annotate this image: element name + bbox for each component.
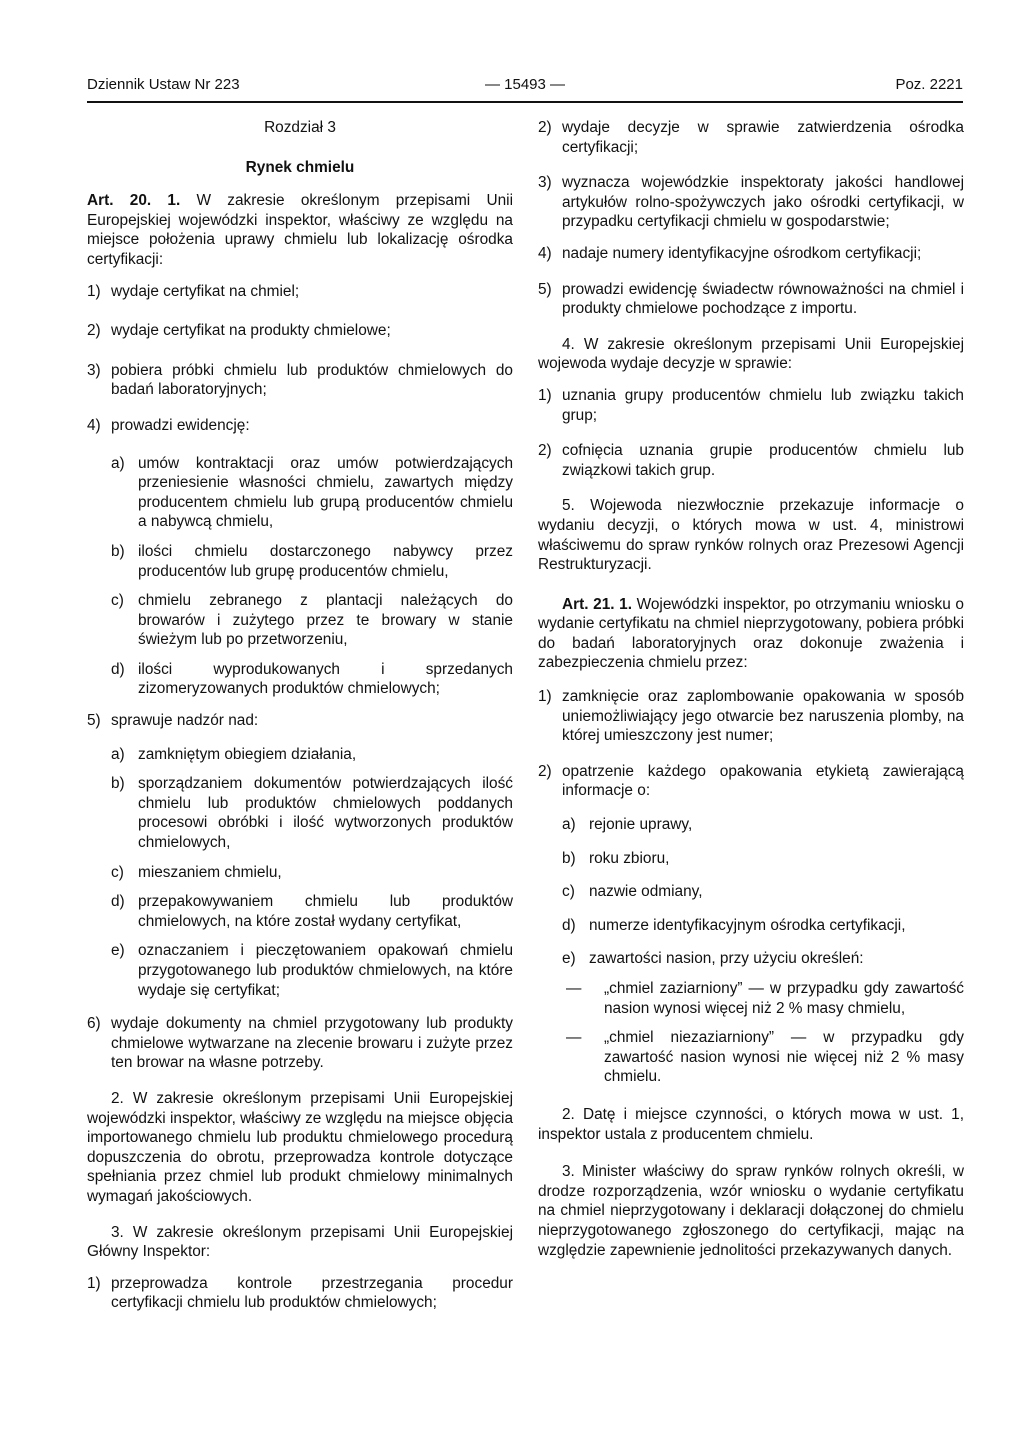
dash-item: — „chmiel niezaziarniony” — w przypadku gdy zawartość nasion wynosi nie więcej niż 2 % masy chmielu.: [566, 1029, 964, 1086]
article-20-para-4: 4. W zakresie określonym przepisami Unii Europejskiej wojewoda wydaje decyzje w sprawie:: [538, 335, 964, 373]
list-item: 4) prowadzi ewidencję:: [87, 416, 250, 434]
sub-list-item: a) rejonie uprawy,: [562, 816, 693, 834]
list-item: 2) opatrzenie każdego opakowania etykietą zawierającą informacje o:: [538, 762, 964, 800]
header-rule: [87, 101, 963, 103]
article-20-para-2: 2. W zakresie określonym przepisami Unii Europejskiej wojewódzki inspektor, właściwy ze względu na miejsce objęcia importowanego chmielu lub produktu chmielowego procedurą dopuszczenia do obrotu, przeprowadza kontrole dotyczące spełniania przez chmiel lub produkt chmielowy minimalnych wymagań jakościowych.: [87, 1089, 513, 1205]
article-20-para-1: [87, 191, 513, 269]
sub-list-item: e) zawartości nasion, przy użyciu określeń:: [562, 950, 864, 968]
list-item: 2) cofnięcia uznania grupie producentów chmielu lub związkowi takich grup.: [538, 442, 964, 479]
position-number: Poz. 2221: [895, 76, 963, 93]
article-21-para-1: [538, 595, 964, 673]
article-20-label: Art. 20. 1.: [87, 192, 181, 210]
list-item: 3) pobiera próbki chmielu lub produktów chmielowych do badań laboratoryjnych;: [87, 361, 513, 399]
page-number: — 15493 —: [484, 76, 566, 93]
sub-list-item: c) mieszaniem chmielu,: [111, 863, 282, 881]
article-21-text: Wojewódzki inspektor, po otrzymaniu wniosku o wydanie certyfikatu na chmiel nieprzygotowany, pobiera próbki do badań laboratoryjnych oraz dokonuje zważenia i zabezpieczenia chmielu przez:: [538, 595, 964, 672]
article-20-para-3: 3. W zakresie określonym przepisami Unii Europejskiej Główny Inspektor:: [87, 1223, 513, 1261]
sub-list-item: d) przepakowywaniem chmielu lub produktów chmielowych, na które został wydany certyfikat,: [111, 893, 513, 930]
sub-list-item: e) oznaczaniem i pieczętowaniem opakowań chmielu przygotowanego lub produktów chmielowych, na które wydaje się certyfikat;: [111, 942, 513, 999]
list-item: 1) wydaje certyfikat na chmiel;: [87, 282, 300, 300]
sub-list-item: b) ilości chmielu dostarczonego nabywcy przez producentów lub grupę producentów chmielu,: [111, 542, 513, 580]
sub-list-item: b) sporządzaniem dokumentów potwierdzających ilość chmielu lub produktów chmielowych poddanych procesowi obróbki i ilość wytworzonych produktów chmielowych,: [111, 775, 513, 852]
dash-item: — „chmiel zaziarniony” — w przypadku gdy zawartość nasion wynosi więcej niż 2 % masy chmielu,: [566, 980, 964, 1017]
journal-title: Dziennik Ustaw Nr 223: [87, 76, 240, 93]
page-header: [87, 76, 963, 100]
list-item: 5) prowadzi ewidencję świadectw równoważności na chmiel i produkty chmielowe pochodzące z importu.: [538, 280, 964, 318]
left-column: [87, 118, 513, 1313]
sub-list-item: a) zamkniętym obiegiem działania,: [111, 745, 357, 763]
list-item: 1) zamknięcie oraz zaplombowanie opakowania w sposób uniemożliwiający jego otwarcie bez naruszenia plomby, na której umieszczony jest numer;: [538, 688, 964, 745]
article-21-para-2: 2. Datę i miejsce czynności, o których mowa w ust. 1, inspektor ustala z producentem chmielu.: [538, 1105, 964, 1143]
list-item: 3) wyznacza wojewódzkie inspektoraty jakości handlowej artykułów rolno-spożywczych jako ośrodki certyfikacji, w przypadku certyfikacji chmielu w gospodarstwie;: [538, 174, 964, 231]
list-item: 4) nadaje numery identyfikacyjne ośrodkom certyfikacji;: [538, 244, 922, 262]
list-item: 1) uznania grupy producentów chmielu lub związku takich grup;: [538, 386, 964, 424]
sub-list-item: a) umów kontraktacji oraz umów potwierdzających przeniesienie własności chmielu, zawartych między producentem chmielu lub grupą producentów chmielu a nabywcą chmielu,: [111, 454, 513, 531]
list-item: 1) przeprowadza kontrole przestrzegania procedur certyfikacji chmielu lub produktów chmielowych;: [87, 1274, 513, 1312]
list-item: 6) wydaje dokumenty na chmiel przygotowany lub produkty chmielowe wytwarzane na zlecenie browaru i zużyte przez ten browar na własne potrzeby.: [87, 1015, 513, 1072]
sub-list-item: c) chmielu zebranego z plantacji należących do browarów i zużytego przez te browary w stanie świeżym lub po przetworzeniu,: [111, 592, 513, 649]
chapter-heading: Rozdział 3: [264, 119, 336, 136]
sub-list-item: d) numerze identyfikacyjnym ośrodka certyfikacji,: [562, 916, 906, 934]
sub-list-item: c) nazwie odmiany,: [562, 883, 703, 901]
list-item: 2) wydaje certyfikat na produkty chmielowe;: [87, 322, 391, 340]
chapter-title: Rynek chmielu: [245, 158, 355, 176]
sub-list-item: d) ilości wyprodukowanych i sprzedanych zizomeryzowanych produktów chmielowych;: [111, 660, 513, 698]
article-21-para-3: 3. Minister właściwy do spraw rynków rolnych określi, w drodze rozporządzenia, wzór wniosku o wydanie certyfikatu na chmiel nieprzygotowany i deklaracji dołączonej do chmielu nieprzygotowanego zgłoszonego do certyfikacji, mając na względzie zapewnienie jednolitości przekazywanych danych.: [538, 1163, 964, 1259]
article-20-para-5: 5. Wojewoda niezwłocznie przekazuje informacje o wydaniu decyzji, o których mowa w ust. 4, ministrowi właściwemu do spraw rynków rolnych oraz Prezesowi Agencji Restrukturyzacji.: [538, 497, 964, 574]
right-column: [538, 118, 964, 1260]
article-20-text: W zakresie określonym przepisami Unii Europejskiej wojewódzki inspektor, właściwy ze względu na miejsce położenia uprawy chmielu lub lokalizację ośrodka certyfikacji:: [87, 192, 513, 268]
list-item: 2) wydaje decyzje w sprawie zatwierdzenia ośrodka certyfikacji;: [538, 119, 964, 156]
list-item: 5) sprawuje nadzór nad:: [87, 712, 259, 730]
sub-list-item: b) roku zbioru,: [562, 849, 670, 867]
article-21-label: Art. 21. 1.: [562, 595, 632, 613]
